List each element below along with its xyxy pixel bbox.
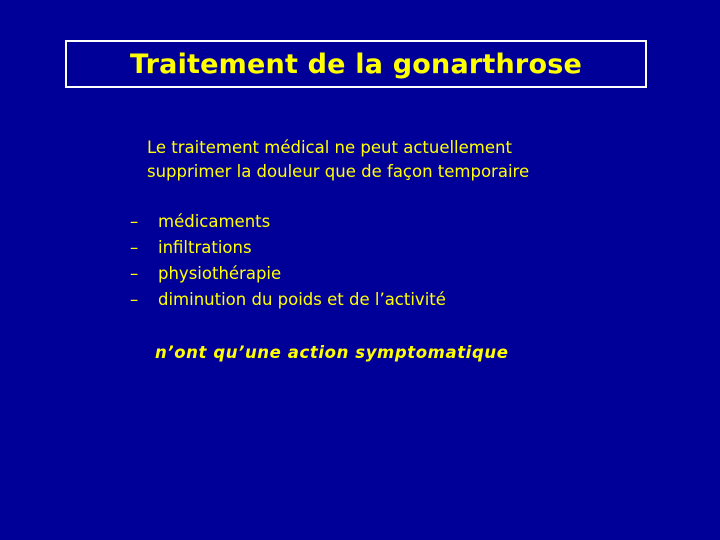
bullet-dash: –: [130, 212, 139, 231]
slide-title: Traitement de la gonarthrose: [130, 48, 582, 80]
intro-line-2: supprimer la douleur que de façon temporaire: [147, 162, 530, 181]
bullet-text: médicaments: [158, 212, 271, 231]
bullet-text: physiothérapie: [158, 264, 282, 283]
title-box: [65, 40, 647, 88]
bullet-item-physiotherapie: [130, 261, 446, 287]
bullet-dash: –: [130, 264, 139, 283]
bullet-item-diminution-poids: [130, 287, 446, 313]
conclusion-text: n’ont qu’une action symptomatique: [155, 343, 509, 362]
bullet-dash: –: [130, 238, 139, 257]
intro-line-1: Le traitement médical ne peut actuellement: [147, 138, 512, 157]
bullet-item-infiltrations: [130, 235, 446, 261]
intro-paragraph: [147, 136, 529, 184]
bullet-list: [130, 209, 446, 313]
bullet-item-medicaments: [130, 209, 446, 235]
bullet-text: infiltrations: [158, 238, 252, 257]
bullet-text: diminution du poids et de l’activité: [158, 290, 446, 309]
bullet-dash: –: [130, 290, 139, 309]
